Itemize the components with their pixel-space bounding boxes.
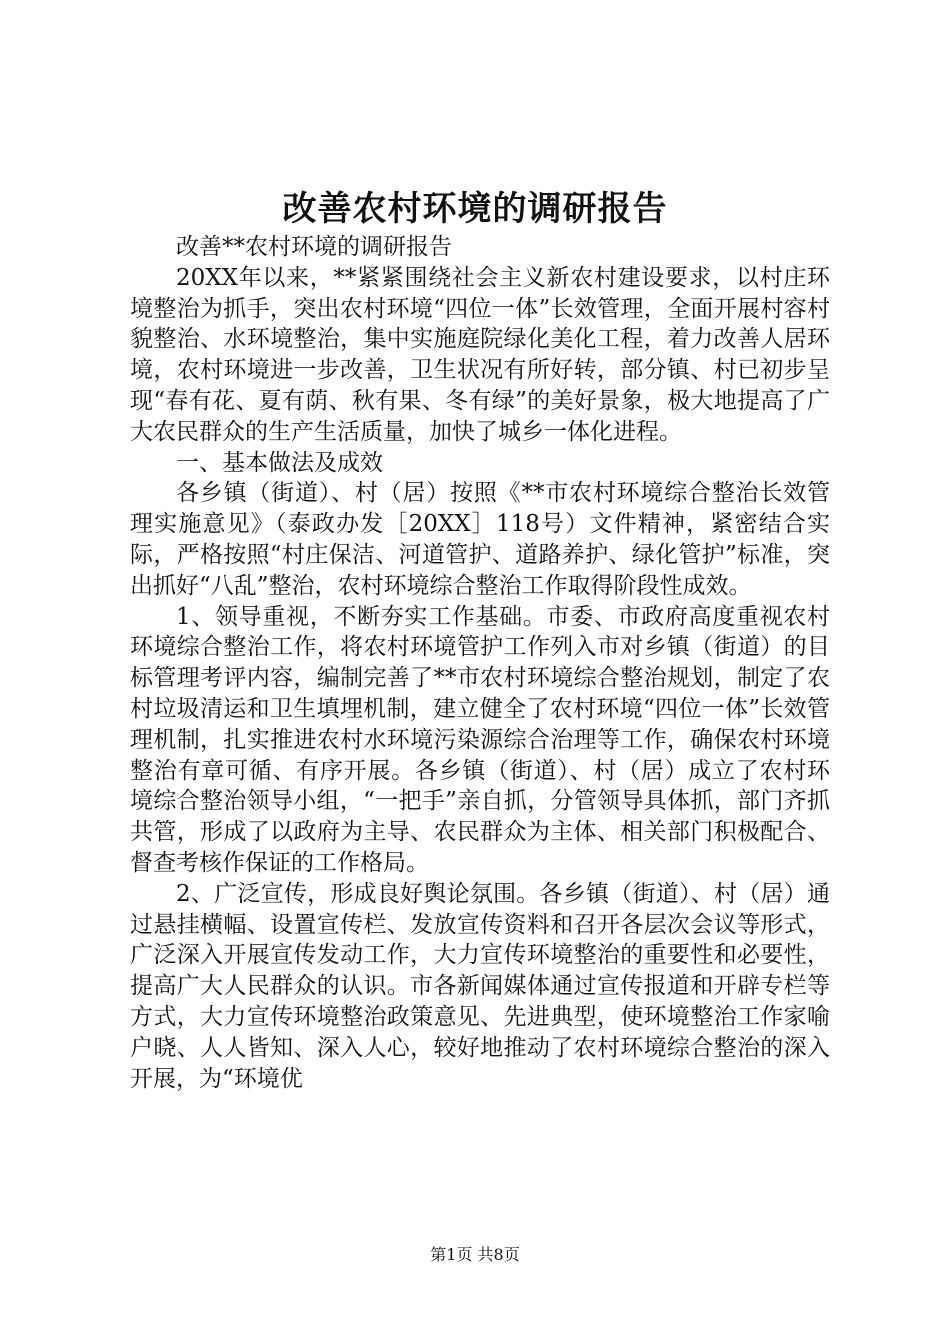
paragraph-item-2: 2、广泛宣传，形成良好舆论氛围。各乡镇（街道）、村（居）通过悬挂横幅、设置宣传栏、发放宣传资料和召开各层次会议等形式，广泛深入开展宣传发动工作，大力宣传环境整治的重要性和必要性，提高广大人民群众的认识。市各新闻媒体通过宣传报道和开辟专栏等方式，大力宣传环境整治政策意见、先进典型，使环境整治工作家喻户晓、人人皆知、深入人心，较好地推动了农村环境综合整治的深入开展，为“环境优 <box>130 880 830 1092</box>
paragraph-section-intro: 各乡镇（街道）、村（居）按照《**市农村环境综合整治长效管理实施意见》（泰政办发［20XX］118号）文件精神，紧密结合实际，严格按照“村庄保洁、河道管护、道路养护、绿化管护”标准，突出抓好“八乱”整治，农村环境综合整治工作取得阶段性成效。 <box>130 480 830 599</box>
paragraph-item-1: 1、领导重视，不断夯实工作基础。市委、市政府高度重视农村环境综合整治工作，将农村环境管护工作列入市对乡镇（街道）的目标管理考评内容，编制完善了**市农村环境综合整治规划，制定了农村垃圾清运和卫生填埋机制，建立健全了农村环境“四位一体”长效管理机制，扎实推进农村水环境污染源综合治理等工作，确保农村环境整治有章可循、有序开展。各乡镇（街道）、村（居）成立了农村环境综合整治领导小组，“一把手”亲自抓，分管领导具体抓，部门齐抓共管，形成了以政府为主导、农民群众为主体、相关部门积极配合、督查考核作保证的工作格局。 <box>130 603 830 876</box>
page-number-footer: 第1页 共8页 <box>430 1245 520 1264</box>
paragraph-intro: 20XX年以来，**紧紧围绕社会主义新农村建设要求，以村庄环境整治为抓手，突出农村环境“四位一体”长效管理，全面开展村容村貌整治、水环境整治，集中实施庭院绿化美化工程，着力改善人居环境，农村环境进一步改善，卫生状况有所好转，部分镇、村已初步呈现“春有花、夏有荫、秋有果、冬有绿”的美好景象，极大地提高了广大农民群众的生产生活质量，加快了城乡一体化进程。 <box>130 264 830 445</box>
section-heading: 一、基本做法及成效 <box>176 449 383 476</box>
document-body <box>130 232 830 1094</box>
paragraph-subtitle: 改善**农村环境的调研报告 <box>176 234 452 260</box>
document-title: 改善农村环境的调研报告 <box>282 189 668 229</box>
